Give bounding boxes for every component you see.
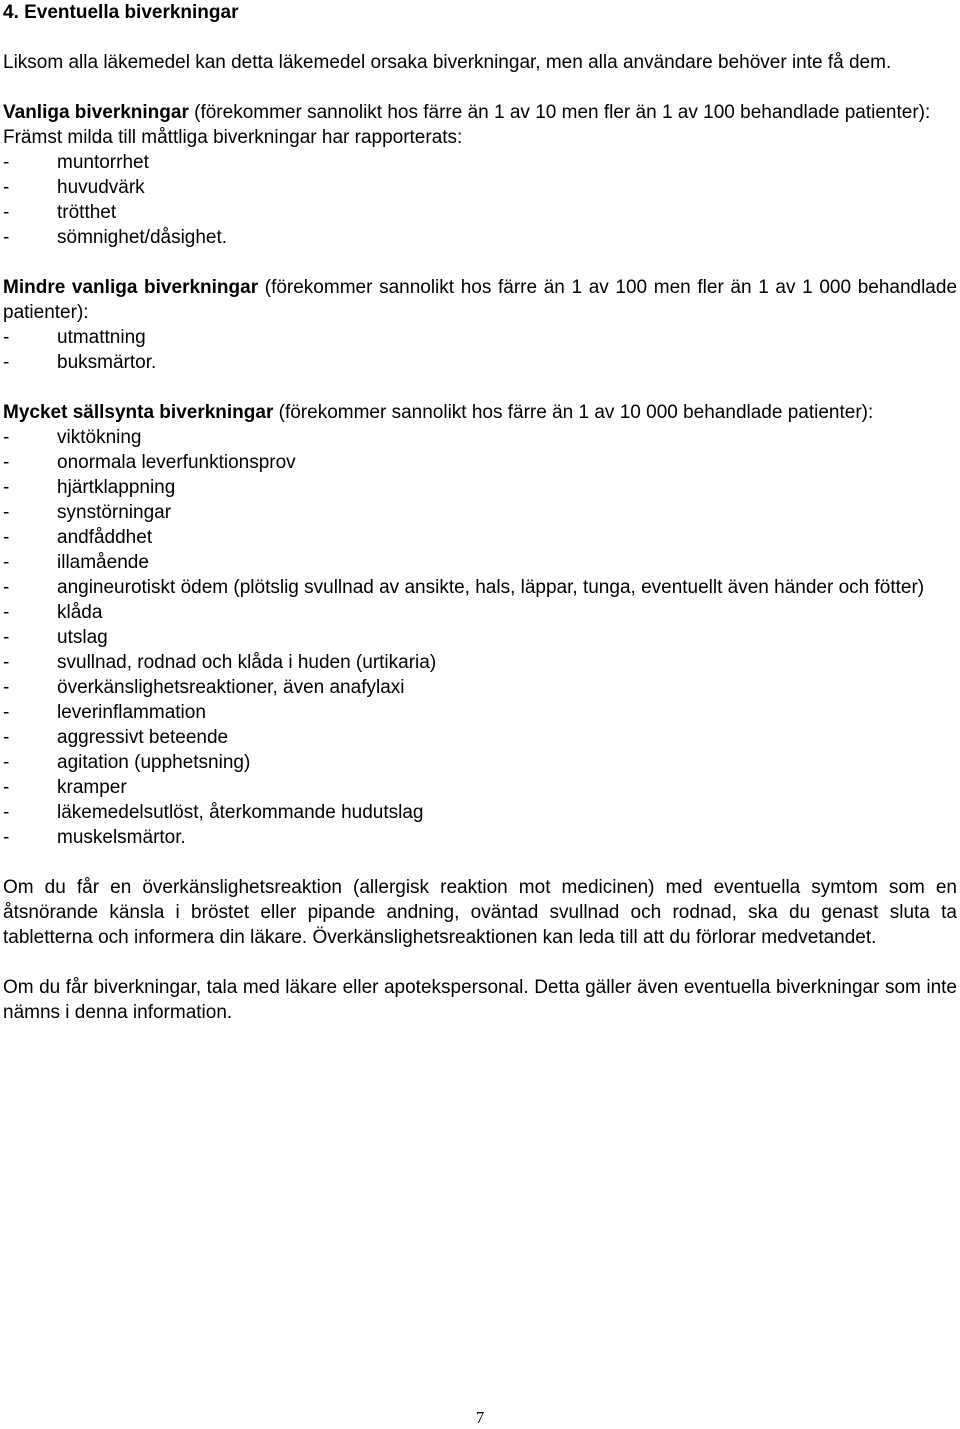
dash-bullet: - bbox=[3, 527, 10, 548]
list-item bbox=[3, 350, 957, 375]
dash-bullet: - bbox=[3, 352, 10, 373]
list-item-text: utmattning bbox=[57, 327, 146, 348]
list-item bbox=[3, 800, 957, 825]
dash-bullet: - bbox=[3, 702, 10, 723]
uncommon-list bbox=[3, 325, 957, 375]
section-heading: 4. Eventuella biverkningar bbox=[3, 2, 239, 23]
list-item bbox=[3, 175, 957, 200]
dash-bullet: - bbox=[3, 652, 10, 673]
dash-bullet: - bbox=[3, 677, 10, 698]
list-item bbox=[3, 600, 957, 625]
list-item bbox=[3, 775, 957, 800]
list-item bbox=[3, 750, 957, 775]
dash-bullet: - bbox=[3, 477, 10, 498]
list-item-text: aggressivt beteende bbox=[57, 727, 229, 748]
dash-bullet: - bbox=[3, 502, 10, 523]
list-item-text: sömnighet/dåsighet. bbox=[57, 227, 228, 248]
dash-bullet: - bbox=[3, 777, 10, 798]
common-desc: (förekommer sannolikt hos färre än 1 av 10 men fler än 1 av 100 behandlade patienter): bbox=[188, 102, 931, 123]
list-item bbox=[3, 650, 957, 675]
list-item bbox=[3, 150, 957, 175]
list-item bbox=[3, 550, 957, 575]
list-item-text: onormala leverfunktionsprov bbox=[57, 452, 296, 473]
uncommon-side-effects bbox=[3, 275, 957, 375]
allergy-paragraph: Om du får en överkänslighetsreaktion (allergisk reaktion mot medicinen) med eventuella symtom som en åtsnörande känsla i bröstet eller pipande andning, oväntad svullnad och rodnad, ska du genast sluta ta tabletterna och informera din läkare. Överkänslighetsreaktionen kan leda till att du förlorar medvetandet. bbox=[3, 877, 957, 948]
list-item bbox=[3, 725, 957, 750]
list-item-text: svullnad, rodnad och klåda i huden (urtikaria) bbox=[57, 652, 437, 673]
common-note: Främst milda till måttliga biverkningar har rapporterats: bbox=[3, 127, 463, 148]
dash-bullet: - bbox=[3, 427, 10, 448]
list-item-text: viktökning bbox=[57, 427, 142, 448]
list-item bbox=[3, 500, 957, 525]
very-rare-side-effects bbox=[3, 400, 957, 850]
list-item-text: buksmärtor. bbox=[57, 352, 157, 373]
uncommon-desc: (förekommer sannolikt hos färre än 1 av 100 men fler än 1 av 1 000 behandlade patienter): bbox=[3, 277, 958, 323]
dash-bullet: - bbox=[3, 152, 10, 173]
dash-bullet: - bbox=[3, 577, 10, 598]
dash-bullet: - bbox=[3, 802, 10, 823]
dash-bullet: - bbox=[3, 552, 10, 573]
list-item-text: trötthet bbox=[57, 202, 117, 223]
list-item-text: hjärtklappning bbox=[57, 477, 176, 498]
list-item bbox=[3, 525, 957, 550]
very-rare-term: Mycket sällsynta biverkningar bbox=[3, 402, 274, 423]
dash-bullet: - bbox=[3, 327, 10, 348]
page-number: 7 bbox=[475, 1408, 485, 1427]
very-rare-desc: (förekommer sannolikt hos färre än 1 av 10 000 behandlade patienter): bbox=[273, 402, 874, 423]
common-lead bbox=[3, 100, 957, 125]
dash-bullet: - bbox=[3, 627, 10, 648]
list-item bbox=[3, 425, 957, 450]
list-item bbox=[3, 700, 957, 725]
document-page bbox=[3, 0, 957, 1025]
dash-bullet: - bbox=[3, 452, 10, 473]
intro-paragraph: Liksom alla läkemedel kan detta läkemedel orsaka biverkningar, men alla användare behöver inte få dem. bbox=[3, 52, 892, 73]
report-paragraph: Om du får biverkningar, tala med läkare eller apotekspersonal. Detta gäller även eventuella biverkningar som inte nämns i denna information. bbox=[3, 977, 957, 1023]
list-item-text: andfåddhet bbox=[57, 527, 153, 548]
common-term: Vanliga biverkningar bbox=[3, 102, 189, 123]
list-item bbox=[3, 200, 957, 225]
list-item-text: utslag bbox=[57, 627, 108, 648]
list-item-text: läkemedelsutlöst, återkommande hudutslag bbox=[57, 802, 424, 823]
list-item bbox=[3, 675, 957, 700]
list-item-text: leverinflammation bbox=[57, 702, 206, 723]
list-item-text: klåda bbox=[57, 602, 103, 623]
dash-bullet: - bbox=[3, 177, 10, 198]
very-rare-lead bbox=[3, 400, 957, 425]
dash-bullet: - bbox=[3, 602, 10, 623]
list-item-text: överkänslighetsreaktioner, även anafylaxi bbox=[57, 677, 405, 698]
uncommon-lead bbox=[3, 275, 957, 325]
list-item bbox=[3, 475, 957, 500]
dash-bullet: - bbox=[3, 227, 10, 248]
common-side-effects bbox=[3, 100, 957, 250]
uncommon-term: Mindre vanliga biverkningar bbox=[3, 277, 259, 298]
list-item bbox=[3, 450, 957, 475]
list-item-text: synstörningar bbox=[57, 502, 172, 523]
list-item bbox=[3, 575, 957, 600]
list-item-text: angineurotiskt ödem (plötslig svullnad av ansikte, hals, läppar, tunga, eventuellt även händer och fötter) bbox=[57, 577, 925, 598]
very-rare-list bbox=[3, 425, 957, 850]
dash-bullet: - bbox=[3, 752, 10, 773]
list-item-text: kramper bbox=[57, 777, 127, 798]
dash-bullet: - bbox=[3, 202, 10, 223]
common-list bbox=[3, 150, 957, 250]
list-item-text: huvudvärk bbox=[57, 177, 145, 198]
dash-bullet: - bbox=[3, 827, 10, 848]
list-item-text: muskelsmärtor. bbox=[57, 827, 186, 848]
list-item-text: illamående bbox=[57, 552, 149, 573]
list-item bbox=[3, 225, 957, 250]
list-item bbox=[3, 825, 957, 850]
list-item-text: muntorrhet bbox=[57, 152, 149, 173]
list-item bbox=[3, 625, 957, 650]
list-item-text: agitation (upphetsning) bbox=[57, 752, 251, 773]
dash-bullet: - bbox=[3, 727, 10, 748]
list-item bbox=[3, 325, 957, 350]
